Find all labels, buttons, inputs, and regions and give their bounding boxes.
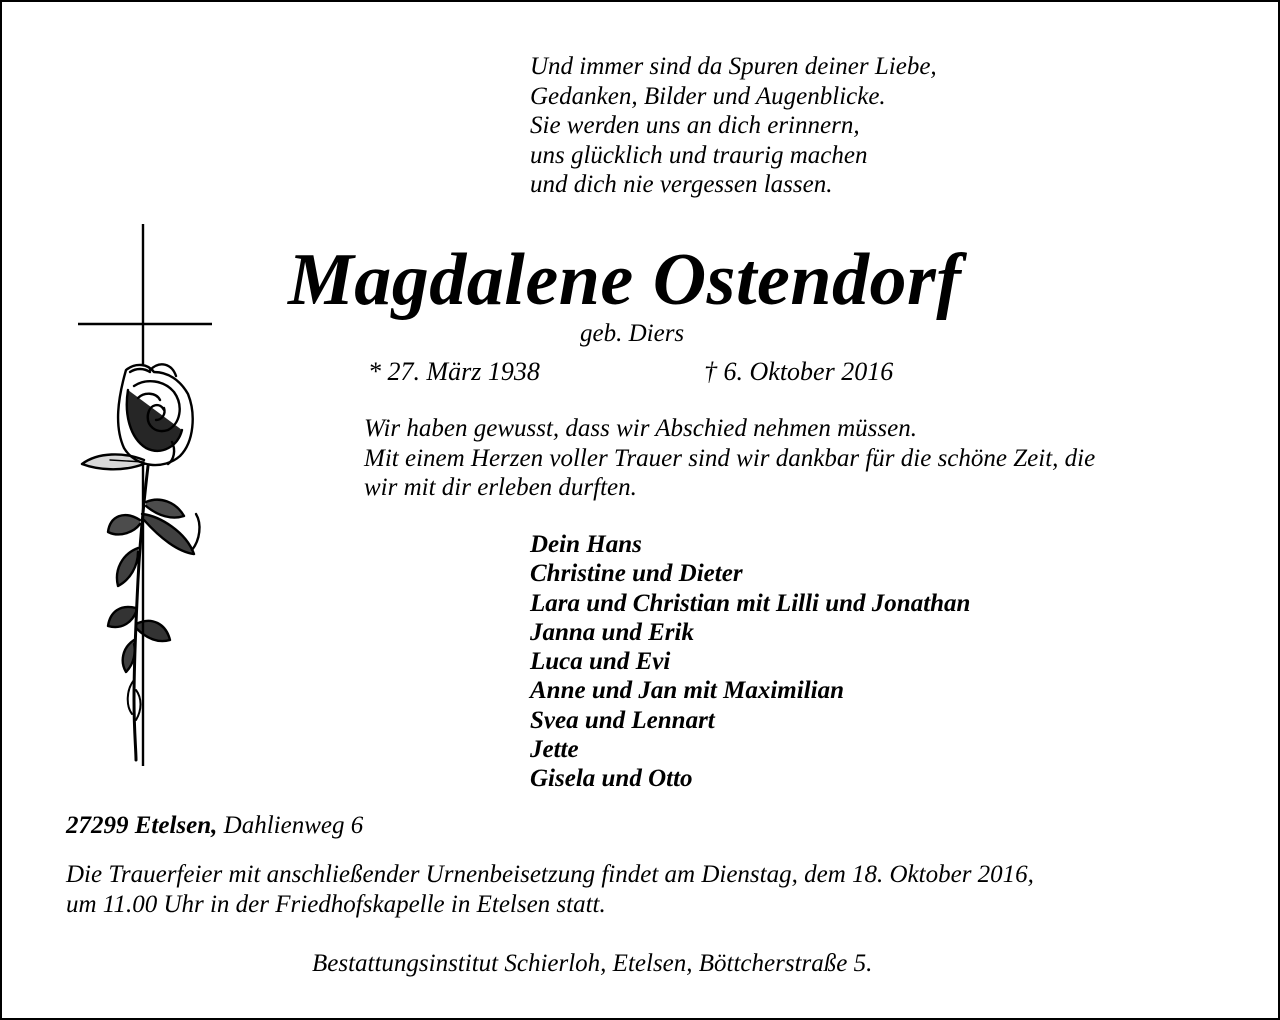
mourner: Dein Hans <box>530 531 642 558</box>
mourner: Anne und Jan mit Maximilian <box>530 677 844 705</box>
mourner: Svea und Lennart <box>530 706 715 734</box>
death-date: † 6. Oktober 2016 <box>704 357 894 386</box>
mourners-list <box>530 530 970 794</box>
address <box>66 810 363 842</box>
service-line: Die Trauerfeier mit anschließender Urnenbeisetzung findet am Dienstag, dem 18. Oktober 2016, <box>66 861 1034 888</box>
service-info <box>66 860 1034 919</box>
mourner: Janna und Erik <box>530 618 694 646</box>
poem-line: und dich nie vergessen lassen. <box>530 171 833 198</box>
deceased-name: Magdalene Ostendorf <box>288 239 962 321</box>
mourner: Gisela und Otto <box>530 765 693 793</box>
mourner: Christine und Dieter <box>530 560 743 588</box>
address-street: Dahlienweg 6 <box>223 812 364 839</box>
farewell-text <box>364 414 1095 503</box>
poem-line: Sie werden uns an dich erinnern, <box>530 112 860 139</box>
maiden-name: geb. Diers <box>580 320 685 347</box>
mourner: Jette <box>530 736 579 764</box>
mourner: Lara und Christian mit Lilli und Jonathan <box>530 589 971 617</box>
farewell-line: Wir haben gewusst, dass wir Abschied nehmen müssen. <box>364 415 917 442</box>
undertaker-info: Bestattungsinstitut Schierloh, Etelsen, Böttcherstraße 5. <box>312 950 873 977</box>
farewell-line: wir mit dir erleben durften. <box>364 474 637 501</box>
memorial-poem <box>530 52 937 200</box>
farewell-line: Mit einem Herzen voller Trauer sind wir dankbar für die schöne Zeit, die <box>364 444 1096 472</box>
cross-rose-emblem <box>64 220 234 780</box>
service-line: um 11.00 Uhr in der Friedhofskapelle in Etelsen statt. <box>66 890 606 918</box>
poem-line: Gedanken, Bilder und Augenblicke. <box>530 82 886 110</box>
birth-date: * 27. März 1938 <box>368 357 540 386</box>
rose-icon <box>82 364 199 760</box>
address-city: 27299 Etelsen, <box>66 812 218 839</box>
mourner: Luca und Evi <box>530 648 671 676</box>
poem-line: uns glücklich und traurig machen <box>530 141 868 169</box>
poem-line: Und immer sind da Spuren deiner Liebe, <box>530 53 937 80</box>
